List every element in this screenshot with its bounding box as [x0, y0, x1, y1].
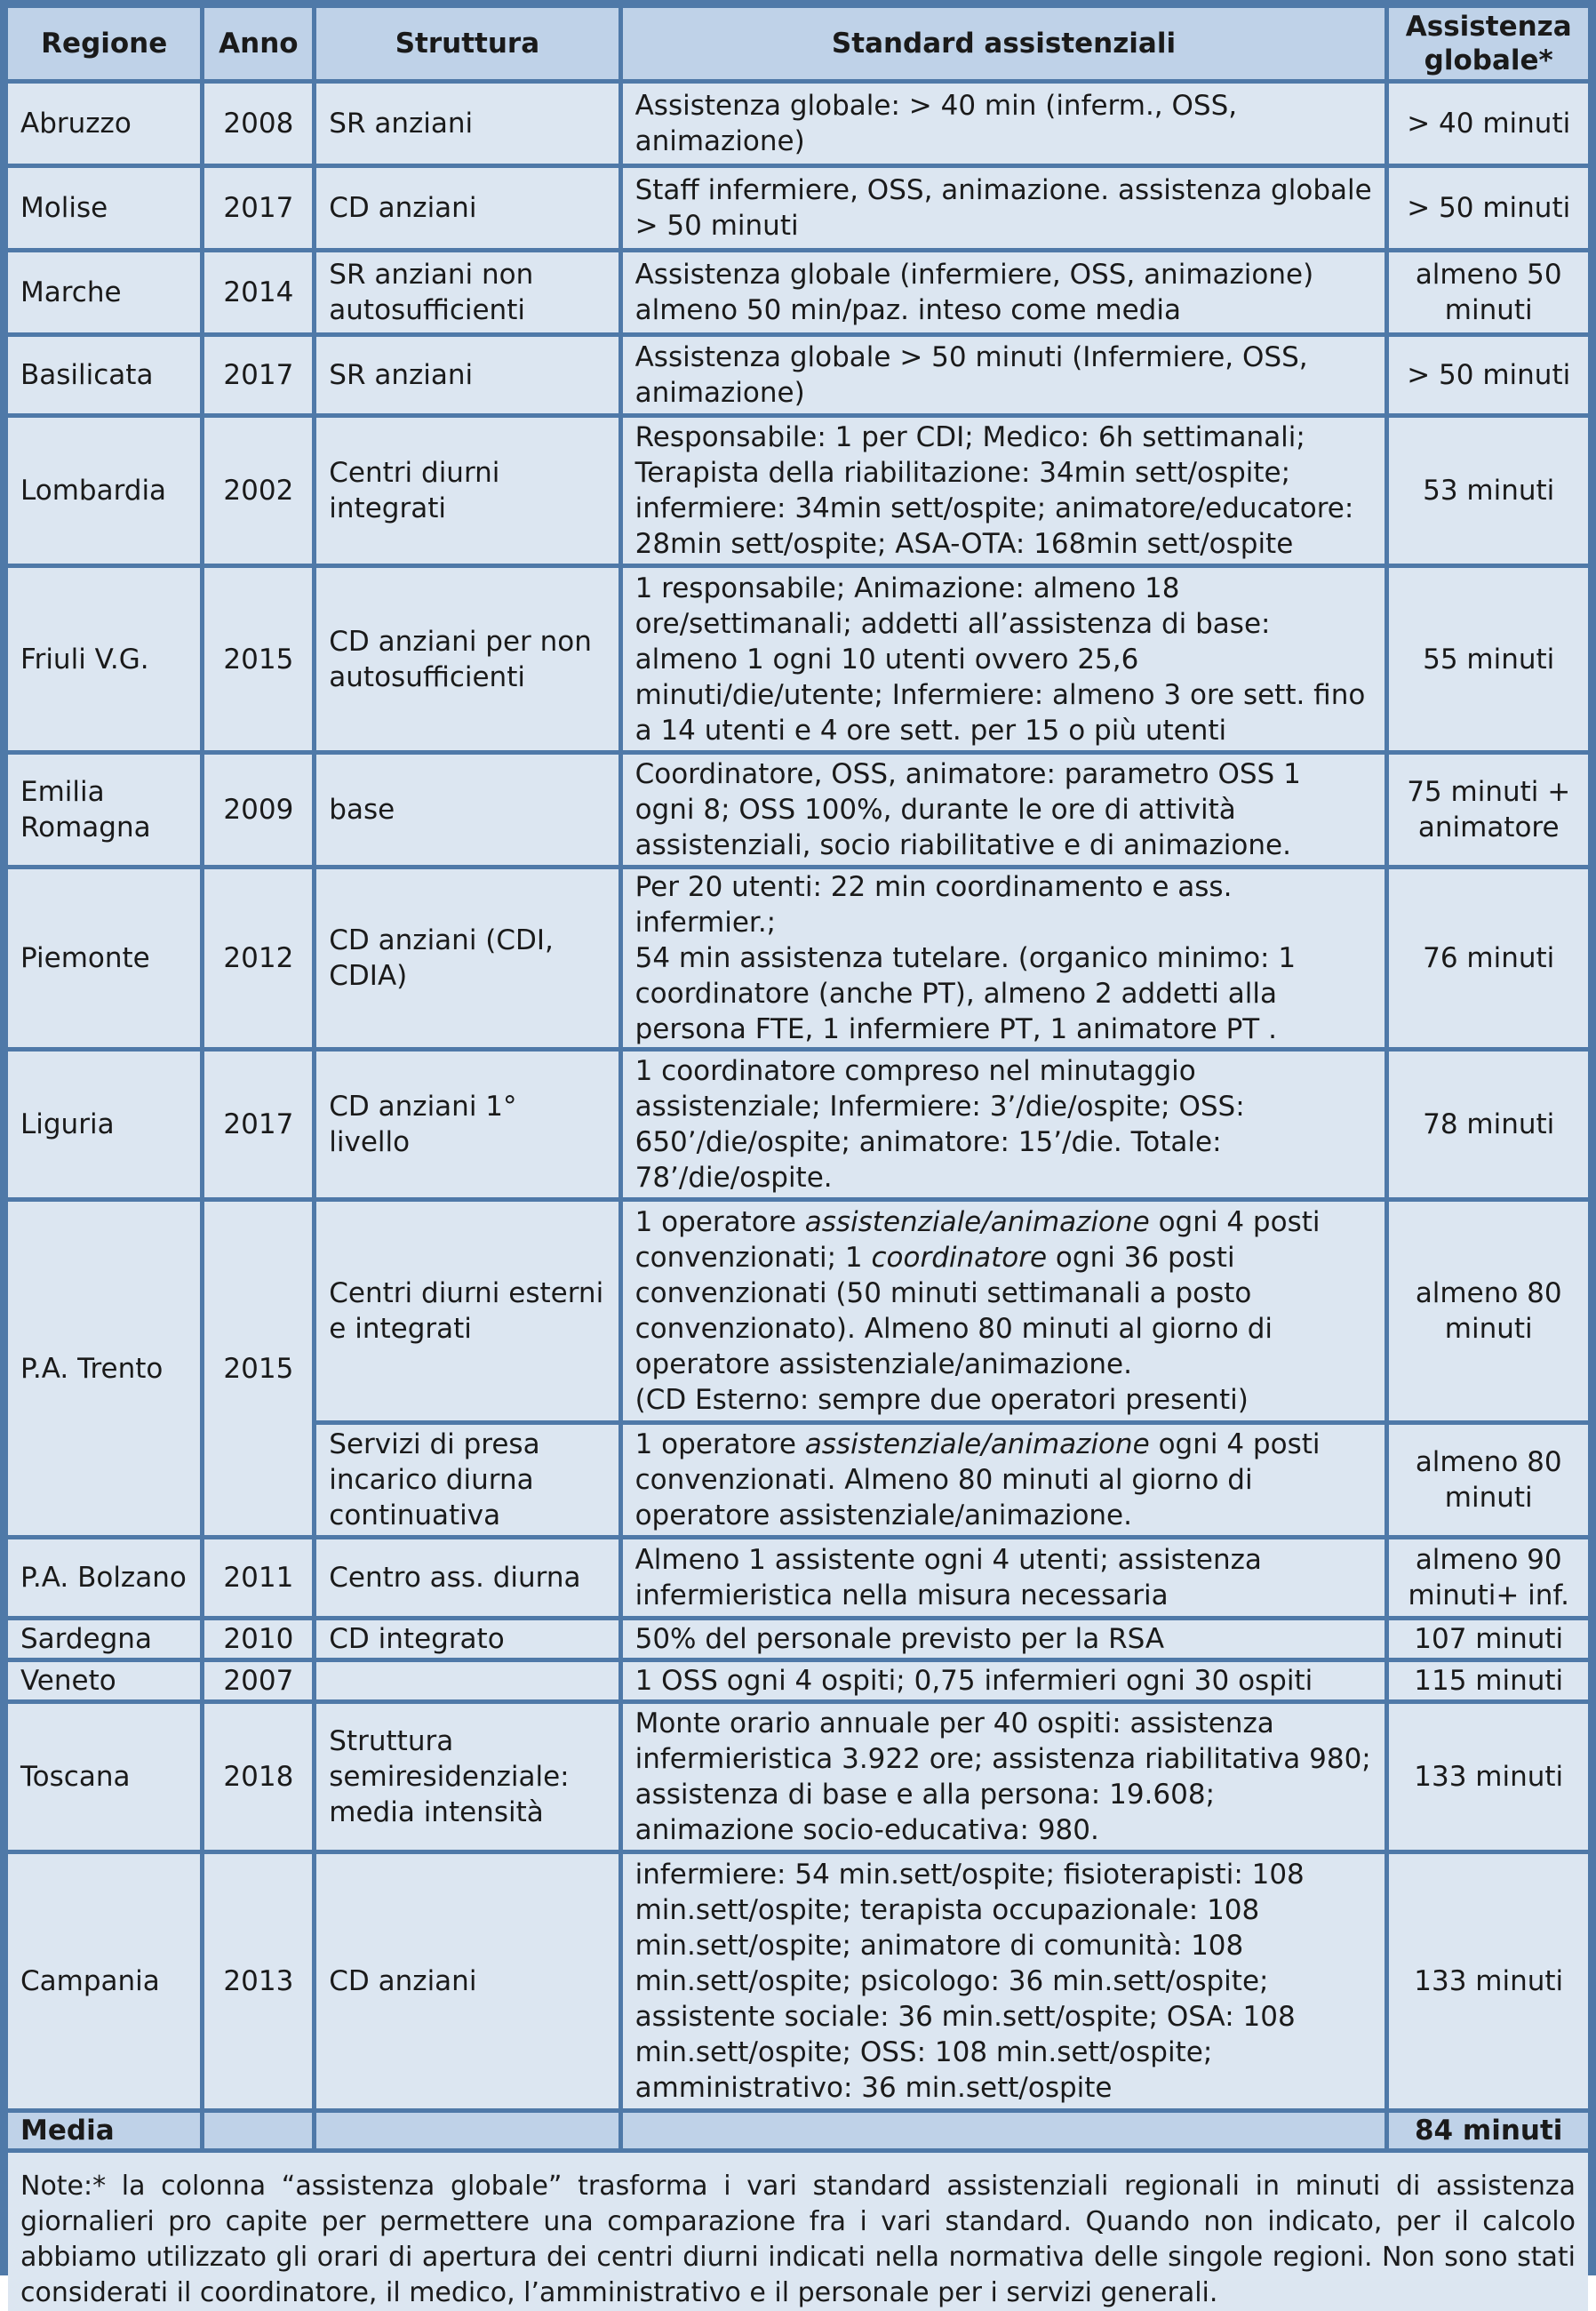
table-row	[8, 568, 1588, 750]
cell-anno: 2008	[204, 84, 312, 164]
cell-struttura: CD anziani (CDI, CDIA)	[316, 869, 618, 1047]
cell-anno: 2017	[204, 1052, 312, 1197]
table-row	[8, 252, 1588, 332]
cell-regione: Abruzzo	[8, 84, 200, 164]
cell-regione: Emilia Romagna	[8, 755, 200, 865]
standard-line: Terapista della riabilitazione: 34min sett/ospite;	[634, 457, 1291, 489]
standard-line: convenzionato). Almeno 80 minuti al giorno di	[634, 1313, 1273, 1345]
media-label: Media	[8, 2113, 200, 2148]
standard-line: min.sett/ospite; animatore di comunità: 108	[634, 1930, 1244, 1962]
table-row	[8, 1704, 1588, 1850]
standard-line: operatore assistenziale/animazione.	[634, 1499, 1132, 1531]
table-row	[8, 1662, 1588, 1699]
cell-standard	[623, 252, 1385, 332]
standard-line: amministrativo: 36 min.sett/ospite	[634, 2072, 1113, 2104]
cell-struttura: CD anziani 1° livello	[316, 1052, 618, 1197]
cell-standard	[623, 1052, 1385, 1197]
cell-standard	[623, 1662, 1385, 1699]
cell-struttura: Centro ass. diurna	[316, 1539, 618, 1616]
media-empty	[204, 2113, 312, 2148]
cell-standard	[623, 869, 1385, 1047]
cell-anno: 2014	[204, 252, 312, 332]
cell-anno: 2017	[204, 337, 312, 413]
table-row	[8, 337, 1588, 413]
table-body	[8, 84, 1588, 2148]
cell-anno: 2011	[204, 1539, 312, 1616]
cell-anno: 2010	[204, 1620, 312, 1658]
standard-text: ogni 36 posti	[1047, 1242, 1235, 1274]
standard-line: Coordinatore, OSS, animatore: parametro OSS 1	[634, 758, 1301, 790]
cell-regione: P.A. Trento	[8, 1202, 200, 1535]
standard-line	[635, 1427, 1373, 1462]
table-header-row	[8, 8, 1588, 79]
standard-line: convenzionati (50 minuti settimanali a posto	[634, 1277, 1252, 1309]
standard-line: infermiere: 54 min.sett/ospite; fisioterapisti: 108	[634, 1859, 1305, 1891]
table-row	[8, 1202, 1588, 1420]
standard-text: ogni 4 posti	[1149, 1206, 1321, 1238]
header-globale: Assistenza globale*	[1389, 8, 1588, 79]
cell-standard	[623, 1539, 1385, 1616]
table-row	[8, 1052, 1588, 1197]
standard-line: Monte orario annuale per 40 ospiti: assistenza	[634, 1707, 1274, 1739]
standard-line: 1 coordinatore compreso nel minutaggio	[634, 1055, 1196, 1087]
cell-anno: 2007	[204, 1662, 312, 1699]
cell-standard	[623, 337, 1385, 413]
cell-globale: 76 minuti	[1389, 869, 1588, 1047]
cell-standard	[623, 755, 1385, 865]
cell-standard	[623, 1425, 1385, 1535]
standard-line: assistenziale; Infermiere: 3’/die/ospite; OSS:	[634, 1091, 1245, 1123]
standard-line: infermieristica nella misura necessaria	[634, 1579, 1169, 1611]
standard-line: assistenza di base e alla persona: 19.608;	[634, 1779, 1216, 1811]
cell-globale: almeno 50 minuti	[1389, 252, 1588, 332]
cell-globale: 107 minuti	[1389, 1620, 1588, 1658]
standard-line: Per 20 utenti: 22 min coordinamento e ass. infermier.;	[634, 871, 1233, 939]
standard-line: Staff infermiere, OSS, animazione. assistenza globale	[634, 174, 1372, 206]
standard-line: assistente sociale: 36 min.sett/ospite; OSA: 108	[634, 2001, 1296, 2033]
table-row	[8, 1854, 1588, 2108]
standard-line: min.sett/ospite; psicologo: 36 min.sett/ospite;	[634, 1965, 1269, 1997]
cell-struttura: SR anziani non autosufficienti	[316, 252, 618, 332]
cell-globale: 75 minuti + animatore	[1389, 755, 1588, 865]
standard-line	[635, 1240, 1373, 1275]
cell-struttura: Servizi di presa incarico diurna continuativa	[316, 1425, 618, 1535]
cell-regione: Piemonte	[8, 869, 200, 1047]
standard-line: persona FTE, 1 infermiere PT, 1 animatore PT .	[634, 1013, 1277, 1045]
cell-anno: 2017	[204, 168, 312, 248]
standard-line: Assistenza globale (infermiere, OSS, animazione)	[634, 259, 1314, 291]
cell-struttura: Centri diurni esterni e integrati	[316, 1202, 618, 1420]
table-row	[8, 1620, 1588, 1658]
cell-standard	[623, 1854, 1385, 2108]
cell-globale: > 50 minuti	[1389, 168, 1588, 248]
standard-line: Almeno 1 assistente ogni 4 utenti; assistenza	[634, 1544, 1262, 1576]
cell-regione: Sardegna	[8, 1620, 200, 1658]
cell-anno: 2002	[204, 418, 312, 564]
standard-line: 28min sett/ospite; ASA-OTA: 168min sett/ospite	[634, 528, 1294, 560]
cell-globale: 55 minuti	[1389, 568, 1588, 750]
cell-struttura: SR anziani	[316, 84, 618, 164]
standard-line: min.sett/ospite; OSS: 108 min.sett/ospite;	[634, 2036, 1213, 2068]
footnote: Note:* la colonna “assistenza globale” trasforma i vari standard assistenziali regionali in minuti di assistenza giornalieri pro capite per permettere una comparazione fra i vari standard. Quando non indicato, per il calcolo abbiamo utilizzato gli orari di apertura dei centri diurni indicati nella normativa delle singole regioni. Non sono stati considerati il coordinatore, il medico, l’amministrativo e il personale per i servizi generali.	[8, 2153, 1588, 2311]
standard-text: 1 operatore	[634, 1206, 805, 1238]
table-row	[8, 84, 1588, 164]
cell-globale: almeno 80 minuti	[1389, 1202, 1588, 1420]
cell-anno: 2013	[204, 1854, 312, 2108]
cell-regione: Molise	[8, 168, 200, 248]
cell-globale: 133 minuti	[1389, 1704, 1588, 1850]
cell-struttura: CD anziani	[316, 1854, 618, 2108]
cell-regione: Marche	[8, 252, 200, 332]
cell-regione: Friuli V.G.	[8, 568, 200, 750]
cell-globale: 115 minuti	[1389, 1662, 1588, 1699]
cell-regione: P.A. Bolzano	[8, 1539, 200, 1616]
standard-line: almeno 1 ogni 10 utenti ovvero 25,6	[634, 643, 1139, 676]
header-standard: Standard assistenziali	[623, 8, 1385, 79]
cell-struttura: base	[316, 755, 618, 865]
standard-text: 1 operatore	[634, 1428, 805, 1460]
standard-line: infermiere: 34min sett/ospite; animatore/educatore:	[634, 492, 1354, 524]
cell-standard	[623, 1202, 1385, 1420]
cell-globale: almeno 90 minuti+ inf.	[1389, 1539, 1588, 1616]
standards-table	[4, 4, 1592, 2153]
cell-standard	[623, 1704, 1385, 1850]
cell-struttura: CD anziani	[316, 168, 618, 248]
standard-line: almeno 50 min/paz. inteso come media	[634, 294, 1181, 326]
cell-standard	[623, 1620, 1385, 1658]
standard-line: Responsabile: 1 per CDI; Medico: 6h settimanali;	[634, 421, 1305, 453]
standard-text: convenzionati; 1	[634, 1242, 872, 1274]
standard-line: 1 OSS ogni 4 ospiti; 0,75 infermieri ogni 30 ospiti	[634, 1665, 1313, 1697]
media-empty	[623, 2113, 1385, 2148]
standard-line: 78’/die/ospite.	[634, 1162, 833, 1194]
standard-line: animazione)	[634, 377, 805, 409]
header-anno: Anno	[204, 8, 312, 79]
standard-emphasis: assistenziale/animazione	[804, 1206, 1150, 1238]
standard-line: a 14 utenti e 4 ore sett. per 15 o più utenti	[634, 714, 1227, 747]
cell-globale: almeno 80 minuti	[1389, 1425, 1588, 1535]
cell-globale: 78 minuti	[1389, 1052, 1588, 1197]
standard-line: min.sett/ospite; terapista occupazionale: 108	[634, 1894, 1260, 1926]
standard-line: 650’/die/ospite; animatore: 15’/die. Totale:	[634, 1126, 1222, 1158]
media-row	[8, 2113, 1588, 2148]
cell-anno: 2018	[204, 1704, 312, 1850]
standard-line	[635, 1204, 1373, 1240]
standard-line: Assistenza globale > 50 minuti (Infermiere, OSS,	[634, 341, 1308, 373]
cell-anno: 2009	[204, 755, 312, 865]
cell-standard	[623, 84, 1385, 164]
standard-line: animazione)	[634, 125, 805, 157]
cell-struttura: CD integrato	[316, 1620, 618, 1658]
cell-regione: Liguria	[8, 1052, 200, 1197]
cell-globale: 53 minuti	[1389, 418, 1588, 564]
standard-line: minuti/die/utente; Infermiere: almeno 3 ore sett. fino	[634, 678, 1366, 711]
table-row	[8, 1539, 1588, 1616]
media-value: 84 minuti	[1389, 2113, 1588, 2148]
cell-anno: 2015	[204, 568, 312, 750]
standard-line: 54 min assistenza tutelare. (organico minimo: 1	[634, 942, 1297, 974]
standard-line: assistenziali, socio riabilitative e di animazione.	[634, 829, 1291, 861]
table-row	[8, 418, 1588, 564]
standard-emphasis: coordinatore	[871, 1242, 1048, 1274]
cell-anno: 2015	[204, 1202, 312, 1535]
standard-line: infermieristica 3.922 ore; assistenza riabilitativa 980;	[634, 1743, 1371, 1775]
standard-line: convenzionati. Almeno 80 minuti al giorno di	[634, 1464, 1253, 1496]
cell-globale: > 50 minuti	[1389, 337, 1588, 413]
standard-emphasis: assistenziale/animazione	[804, 1428, 1150, 1460]
cell-standard	[623, 568, 1385, 750]
cell-struttura	[316, 1662, 618, 1699]
standard-line: 50% del personale previsto per la RSA	[634, 1623, 1165, 1655]
table-row	[8, 168, 1588, 248]
header-regione: Regione	[8, 8, 200, 79]
media-empty	[316, 2113, 618, 2148]
cell-regione: Lombardia	[8, 418, 200, 564]
cell-struttura: SR anziani	[316, 337, 618, 413]
cell-regione: Veneto	[8, 1662, 200, 1699]
standard-line: operatore assistenziale/animazione.	[634, 1348, 1132, 1380]
table-row	[8, 755, 1588, 865]
cell-standard	[623, 168, 1385, 248]
header-struttura: Struttura	[316, 8, 618, 79]
standard-line: ore/settimanali; addetti all’assistenza di base:	[634, 607, 1271, 640]
cell-globale: 133 minuti	[1389, 1854, 1588, 2108]
standard-text: ogni 4 posti	[1149, 1428, 1321, 1460]
standard-line: animazione socio-educativa: 980.	[634, 1814, 1099, 1846]
standard-line: coordinatore (anche PT), almeno 2 addetti alla	[634, 978, 1277, 1010]
cell-regione: Toscana	[8, 1704, 200, 1850]
cell-struttura: Centri diurni integrati	[316, 418, 618, 564]
table-row	[8, 869, 1588, 1047]
cell-anno: 2012	[204, 869, 312, 1047]
standard-line: (CD Esterno: sempre due operatori presenti)	[634, 1384, 1249, 1416]
cell-struttura: Struttura semiresidenziale: media intensità	[316, 1704, 618, 1850]
cell-regione: Campania	[8, 1854, 200, 2108]
standard-line: Assistenza globale: > 40 min (inferm., OSS,	[634, 90, 1238, 122]
cell-struttura: CD anziani per non autosufficienti	[316, 568, 618, 750]
standard-line: ogni 8; OSS 100%, durante le ore di attività	[634, 794, 1236, 826]
cell-regione: Basilicata	[8, 337, 200, 413]
standard-line: > 50 minuti	[634, 210, 799, 242]
cell-standard	[623, 418, 1385, 564]
cell-globale: > 40 minuti	[1389, 84, 1588, 164]
standard-line: 1 responsabile; Animazione: almeno 18	[634, 572, 1180, 604]
